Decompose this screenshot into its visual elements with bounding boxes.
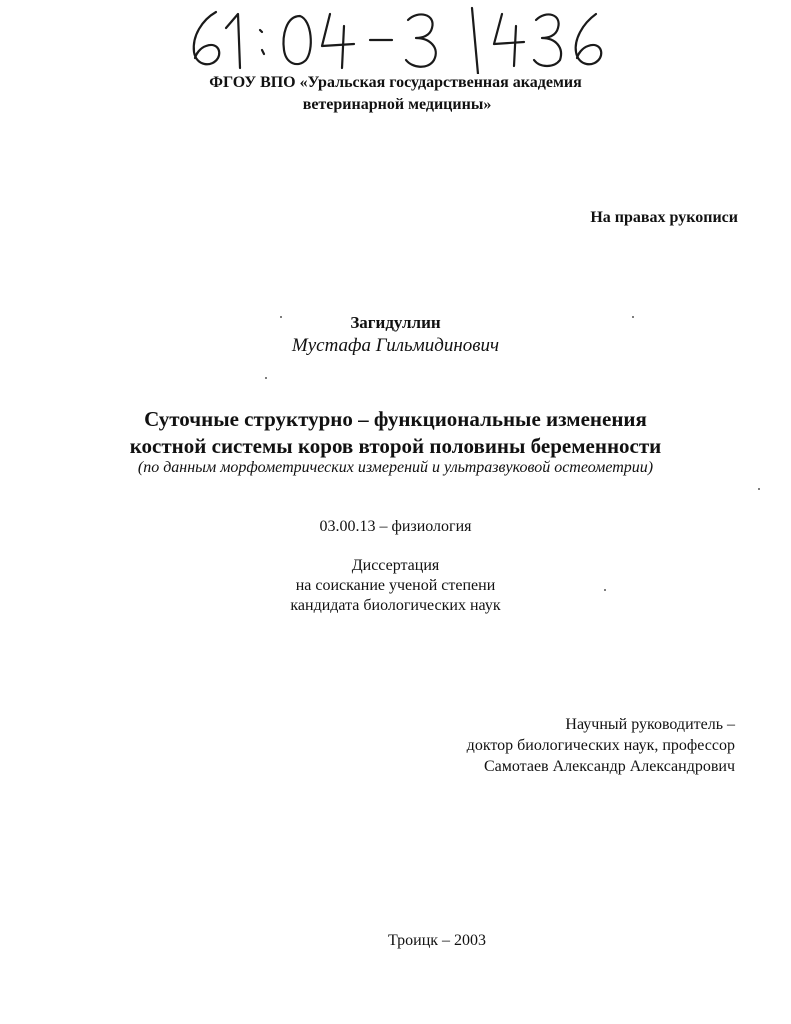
handwritten-number-drawing xyxy=(182,6,612,74)
specialty-code: 03.00.13 – физиология xyxy=(319,518,472,535)
supervisor-block xyxy=(467,714,735,777)
author-surname: Загидуллин xyxy=(350,313,441,332)
institution-name xyxy=(0,72,791,116)
supervisor-line-3: Самотаев Александр Александрович xyxy=(483,758,735,775)
scan-speck xyxy=(632,316,634,318)
degree-statement xyxy=(0,556,791,616)
scan-speck xyxy=(280,316,282,318)
institution-line-1: ФГОУ ВПО «Уральская государственная академия xyxy=(209,74,582,91)
title-line-1: Суточные структурно – функциональные изменения xyxy=(144,407,647,431)
dissertation-subtitle: (по данным морфометрических измерений и ультразвуковой остеометрии) xyxy=(137,459,654,476)
author-name: Мустафа Гильмидинович xyxy=(291,335,500,356)
scan-speck xyxy=(758,488,760,490)
scan-speck xyxy=(265,377,267,379)
handwritten-catalog-number xyxy=(182,6,612,74)
rights-notice: На правах рукописи xyxy=(590,209,738,226)
degree-line-1: Диссертация xyxy=(351,557,440,574)
city-year: Троицк – 2003 xyxy=(387,932,487,949)
supervisor-line-1: Научный руководитель – xyxy=(565,716,735,733)
dissertation-title-continued xyxy=(0,433,791,460)
degree-line-2: на соискание ученой степени xyxy=(295,577,496,594)
degree-line-3: кандидата биологических наук xyxy=(290,597,501,614)
title-line-2: костной системы коров второй половины беременности xyxy=(129,434,662,458)
institution-line-2: ветеринарной медицины» xyxy=(302,96,492,113)
dissertation-title xyxy=(0,406,791,433)
supervisor-line-2: доктор биологических наук, профессор xyxy=(466,737,735,754)
scan-speck xyxy=(604,589,606,591)
